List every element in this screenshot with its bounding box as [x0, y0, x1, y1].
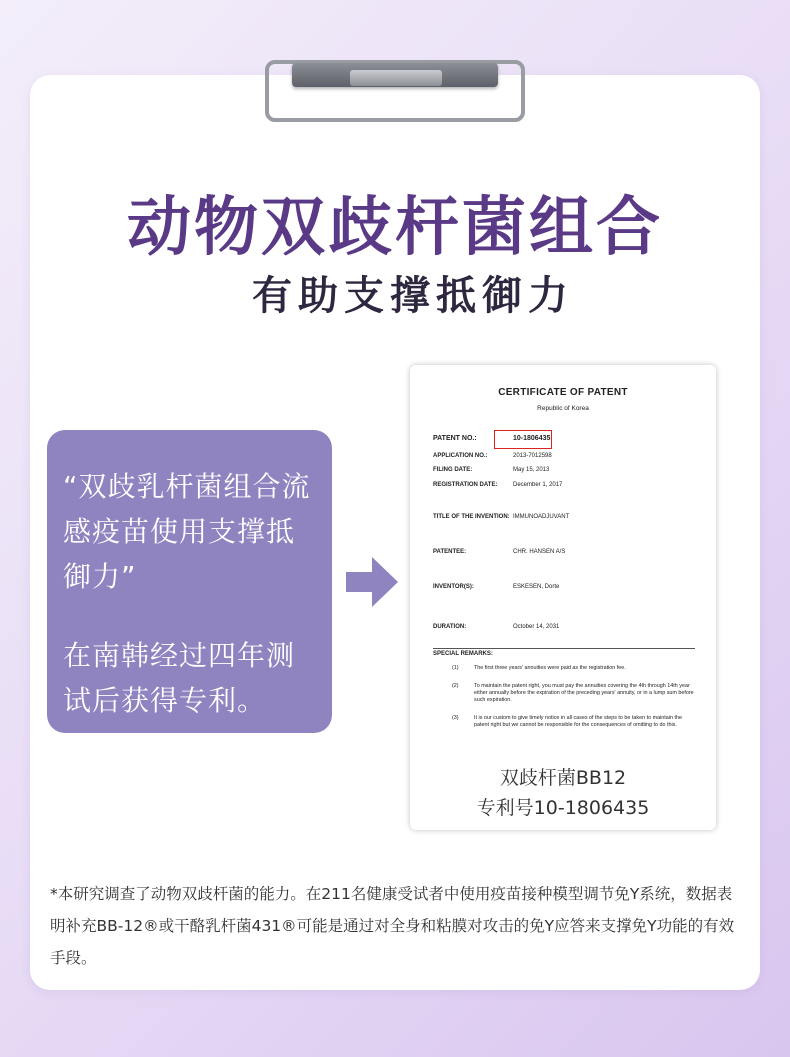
certificate-title: CERTIFICATE OF PATENT: [498, 387, 628, 398]
remark-item: [452, 665, 698, 672]
remark-item: [452, 683, 698, 704]
field-label: TITLE OF THE INVENTION:: [433, 514, 510, 520]
field-value: 2013-7012598: [513, 453, 552, 459]
field-value: October 14, 2031: [513, 624, 560, 630]
field-value: May 15, 2013: [513, 467, 550, 473]
inventor-row: [433, 584, 703, 590]
remark-text: To maintain the patent right, you must pay the annuities covering the 4th through 14th year either annually before the expiration of the preceding years' annuity, or in a lump sum before such expiration.: [474, 683, 694, 703]
clipboard-clip-knob: [350, 70, 442, 86]
quote-text: “双歧乳杆菌组合流感疫苗使用支撑抵御力”: [63, 470, 311, 593]
patent-number-row: [433, 435, 703, 442]
field-label: PATENTEE:: [433, 549, 467, 555]
field-label: DURATION:: [433, 624, 467, 630]
invention-title-row: [433, 514, 703, 520]
field-label: REGISTRATION DATE:: [433, 482, 498, 488]
certificate-caption-strain: 双歧杆菌BB12: [499, 767, 627, 789]
certificate-country: Republic of Korea: [537, 405, 589, 412]
patentee-row: [433, 549, 703, 555]
remark-number: (2): [452, 683, 459, 689]
field-label: APPLICATION NO.:: [433, 453, 488, 459]
remark-number: (3): [452, 715, 459, 721]
field-value: IMMUNOADJUVANT: [513, 514, 570, 520]
field-value: ESKESEN, Dorte: [513, 584, 560, 590]
patent-number-highlight: [494, 430, 552, 449]
footnote: *本研究调查了动物双歧杆菌的能力。在211名健康受试者中使用疫苗接种模型调节免Y系统，数据表明补充BB-12®或干酪乳杆菌431®可能是通过对全身和粘膜对攻击的免Y应答来支撑免Y功能的有效手段。: [50, 885, 735, 967]
field-value: 10-1806435: [513, 435, 551, 442]
patent-certificate: [410, 365, 716, 830]
arrow-right-icon: [346, 557, 398, 607]
quote-box: [47, 430, 332, 733]
registration-date-row: [433, 482, 703, 488]
field-label: PATENT NO.:: [433, 435, 477, 442]
page-subtitle: 有助支撑抵御力: [252, 273, 574, 319]
field-value: December 1, 2017: [513, 482, 563, 488]
patent-result-text: 在南韩经过四年测试后获得专利。: [63, 639, 296, 717]
field-label: FILING DATE:: [433, 467, 473, 473]
application-number-row: [433, 453, 703, 459]
field-value: CHR. HANSEN A/S: [513, 549, 566, 555]
filing-date-row: [433, 467, 703, 473]
field-label: INVENTOR(S):: [433, 584, 474, 590]
page-title: 动物双歧杆菌组合: [127, 191, 663, 265]
remark-item: [452, 715, 698, 729]
remark-number: (1): [452, 665, 459, 671]
remark-text: It is our custom to give timely notice in all cases of the steps to be taken to maintain the patent right but we cannot be responsible for the consequences of omitting to do this.: [474, 715, 682, 728]
remark-text: The first three years' annuities were paid as the registration fee.: [474, 665, 626, 671]
special-remarks-heading: SPECIAL REMARKS:: [433, 648, 695, 657]
certificate-caption-number: 专利号10-1806435: [476, 797, 650, 819]
duration-row: [433, 624, 703, 630]
